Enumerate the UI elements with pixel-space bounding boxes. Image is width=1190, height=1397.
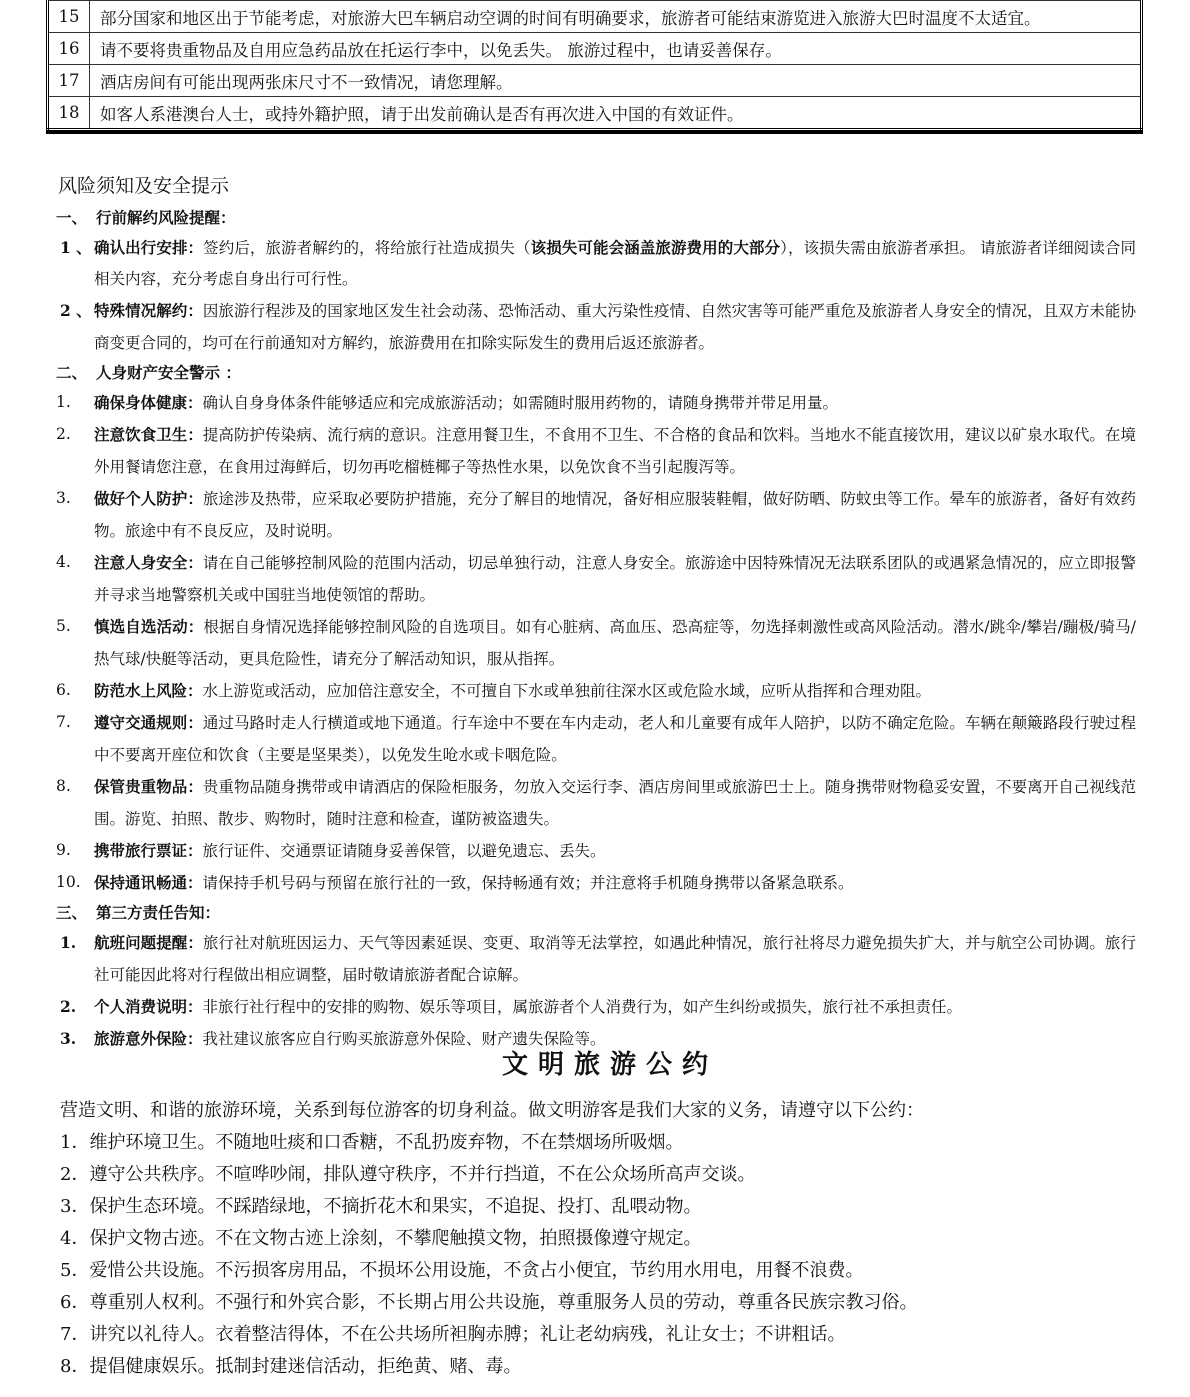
civ-intro: 营造文明、和谐的旅游环境，关系到每位游客的切身利益。做文明游客是我们大家的义务，请遵守以下公约：: [60, 1100, 924, 1121]
item-body: [94, 771, 1136, 835]
item-number: 10.: [56, 873, 81, 891]
item-text: 请保持手机号码与预留在旅行社的一致，保持畅通有效；并注意将手机随身携带以备紧急联系。: [202, 874, 854, 892]
item-label: 注意饮食卫生：: [94, 425, 203, 444]
item-body: [94, 707, 1136, 771]
item-label: 航班问题提醒：: [94, 933, 203, 952]
civilized-travel-section: [60, 1045, 1140, 1383]
row-text: 部分国家和地区出于节能考虑，对旅游大巴车辆启动空调的时间有明确要求，旅游者可能结束游览进入旅游大巴时温度不太适宜。: [90, 1, 1142, 33]
risk-item: [56, 232, 1136, 295]
risk-item: [56, 387, 1136, 419]
item-label: 携带旅行票证：: [94, 841, 203, 860]
risk-section: [56, 172, 1136, 1055]
item-body: [94, 483, 1136, 547]
civ-rule: 2．遵守公共秩序。不喧哗吵闹，排队遵守秩序，不并行挡道，不在公众场所高声交谈。: [60, 1164, 756, 1185]
row-text: 如客人系港澳台人士，或持外籍护照，请于出发前确认是否有再次进入中国的有效证件。: [90, 97, 1142, 130]
item-text: 根据自身情况选择能够控制风险的自选项目。如有心脏病、高血压、恐高症等，勿选择刺激性或高风险活动。潜水/跳伞/攀岩/蹦极/骑马/热气球/快艇等活动，更具危险性，请充分了解活动知识，服从指挥。: [94, 618, 1136, 668]
item-number: 1.: [60, 933, 77, 952]
section-number: 二、: [56, 363, 88, 382]
risk-item: [56, 483, 1136, 547]
item-body: [94, 232, 1136, 295]
item-number: 5.: [56, 617, 71, 635]
item-body: [94, 675, 1136, 707]
item-body: [94, 295, 1136, 359]
item-label: 保持通讯畅通：: [94, 873, 203, 892]
row-number: 15: [48, 1, 90, 33]
item-text: 旅行社对航班因运力、天气等因素延误、变更、取消等无法掌控，如遇此种情况，旅行社将尽力避免损失扩大，并与航空公司协调。旅行社可能因此将对行程做出相应调整，届时敬请旅游者配合谅解。: [94, 934, 1136, 984]
item-label: 慎选自选活动：: [94, 617, 204, 636]
row-text: 请不要将贵重物品及自用应急药品放在托运行李中，以免丢失。 旅游过程中，也请妥善保存。: [90, 33, 1142, 65]
item-text: 旅途涉及热带，应采取必要防护措施，充分了解目的地情况，备好相应服装鞋帽，做好防晒、防蚊虫等工作。晕车的旅游者，备好有效药物。旅途中有不良反应，及时说明。: [94, 490, 1136, 540]
item-body: [94, 835, 1136, 867]
item-number: 9.: [56, 841, 71, 859]
item-label: 特殊情况解约：: [94, 301, 203, 320]
item-body: [94, 927, 1136, 991]
table-row: [48, 1, 1142, 33]
item-label: 遵守交通规则：: [94, 713, 203, 732]
notice-table: [46, 0, 1143, 131]
item-number: 6.: [56, 681, 71, 699]
item-text: 确认自身身体条件能够适应和完成旅游活动；如需随时服用药物的，请随身携带并带足用量。: [202, 394, 839, 412]
risk-item: [56, 867, 1136, 899]
item-body: [94, 867, 1136, 899]
risk-item: [56, 835, 1136, 867]
civ-rule: 3．保护生态环境。不踩踏绿地，不摘折花木和果实，不追捉、投打、乱喂动物。: [60, 1196, 702, 1217]
risk-item: [56, 547, 1136, 611]
risk-item: [56, 771, 1136, 835]
item-number: 4.: [56, 553, 71, 571]
item-number: 1 、: [60, 238, 92, 257]
table-row: [48, 97, 1142, 130]
item-text: 我社建议旅客应自行购买旅游意外保险、财产遗失保险等。: [202, 1030, 606, 1048]
item-number: 1.: [56, 393, 71, 411]
risk-section-heading: [56, 204, 1136, 232]
row-number: 17: [48, 65, 90, 97]
item-text: 贵重物品随身携带或申请酒店的保险柜服务，勿放入交运行李、酒店房间里或旅游巴士上。随身携带财物稳妥安置，不要离开自己视线范围。游览、拍照、散步、购物时，随时注意和检查，谨防被盗遗失。: [94, 778, 1136, 828]
item-number: 3.: [60, 1029, 77, 1048]
item-text: 非旅行社行程中的安排的购物、娱乐等项目，属旅游者个人消费行为，如产生纠纷或损失，旅行社不承担责任。: [202, 998, 963, 1016]
risk-item: [56, 927, 1136, 991]
item-number: 2 、: [60, 301, 92, 320]
civ-rule: 6．尊重别人权利。不强行和外宾合影，不长期占用公共设施，尊重服务人员的劳动，尊重各民族宗教习俗。: [60, 1292, 918, 1313]
item-number: 2.: [56, 425, 71, 443]
section-title: 行前解约风险提醒：: [96, 208, 236, 227]
civ-rule: 8．提倡健康娱乐。抵制封建迷信活动，拒绝黄、赌、毒。: [60, 1356, 522, 1377]
item-body: [94, 419, 1136, 483]
item-label: 保管贵重物品：: [94, 777, 203, 796]
risk-item: [56, 295, 1136, 359]
risk-item: [56, 991, 1136, 1023]
item-text: 因旅游行程涉及的国家地区发生社会动荡、恐怖活动、重大污染性疫情、自然灾害等可能严重危及旅游者人身安全的情况，且双方未能协商变更合同的，均可在行前通知对方解约，旅游费用在扣除实际发生的费用后返还旅游者。: [94, 302, 1136, 352]
table-row: [48, 33, 1142, 65]
item-number: 2.: [60, 997, 77, 1016]
civ-rule: 4．保护文物古迹。不在文物古迹上涂刻，不攀爬触摸文物，拍照摄像遵守规定。: [60, 1228, 702, 1249]
civ-rule: 7．讲究以礼待人。衣着整洁得体，不在公共场所袒胸赤膊；礼让老幼病残，礼让女士；不讲粗话。: [60, 1324, 846, 1345]
item-label: 旅游意外保险：: [94, 1029, 203, 1048]
risk-title: 风险须知及安全提示: [58, 175, 230, 197]
civ-title: 文明旅游公约: [501, 1050, 718, 1080]
section-number: 三、: [56, 903, 88, 922]
section-number: 一、: [56, 208, 88, 227]
row-number: 16: [48, 33, 90, 65]
item-text: 请在自己能够控制风险的范围内活动，切忌单独行动，注意人身安全。旅游途中因特殊情况无法联系团队的或遇紧急情况的，应立即报警并寻求当地警察机关或中国驻当地使领馆的帮助。: [94, 554, 1136, 604]
item-number: 3.: [56, 489, 71, 507]
item-text-tail: ），该损失需由旅游者承担。 请旅游者详细阅读合同相关内容，充分考虑自身出行可行性。: [94, 239, 1136, 288]
item-label: 注意人身安全：: [94, 553, 203, 572]
item-body: [94, 611, 1136, 675]
item-number: 8.: [56, 777, 71, 795]
row-number: 18: [48, 97, 90, 130]
item-body: [94, 991, 1136, 1023]
item-emphasis: 该损失可能会涵盖旅游费用的大部分: [530, 238, 781, 257]
section-title: 第三方责任告知：: [96, 903, 221, 922]
civ-rule: 1．维护环境卫生。不随地吐痰和口香糖，不乱扔废弃物，不在禁烟场所吸烟。: [60, 1132, 684, 1153]
risk-item: [56, 419, 1136, 483]
item-label: 确认出行安排：: [94, 238, 204, 257]
risk-section-heading: [56, 899, 1136, 927]
item-label: 确保身体健康：: [94, 393, 203, 412]
item-label: 防范水上风险：: [94, 681, 203, 700]
item-text: 通过马路时走人行横道或地下通道。行车途中不要在车内走动，老人和儿童要有成年人陪护，以防不确定危险。车辆在颠簸路段行驶过程中不要离开座位和饮食（主要是坚果类），以免发生呛水或卡咽危险。: [94, 714, 1136, 764]
item-body: [94, 547, 1136, 611]
risk-item: [56, 611, 1136, 675]
item-number: 7.: [56, 713, 71, 731]
row-text: 酒店房间有可能出现两张床尺寸不一致情况，请您理解。: [90, 65, 1142, 97]
item-label: 个人消费说明：: [94, 997, 203, 1016]
item-label: 做好个人防护：: [94, 489, 203, 508]
civ-rule: 5．爱惜公共设施。不污损客房用品，不损坏公用设施，不贪占小便宜，节约用水用电，用餐不浪费。: [60, 1260, 864, 1281]
risk-item: [56, 707, 1136, 771]
item-text: 旅行证件、交通票证请随身妥善保管，以避免遗忘、丢失。: [202, 842, 606, 860]
item-text: 签约后，旅游者解约的，将给旅行社造成损失（: [203, 239, 531, 257]
item-text: 提高防护传染病、流行病的意识。注意用餐卫生，不食用不卫生、不合格的食品和饮料。当地水不能直接饮用，建议以矿泉水取代。在境外用餐请您注意，在食用过海鲜后，切勿再吃榴梿椰子等热性水果，以免饮食不当引起腹泻等。: [94, 426, 1136, 476]
item-body: [94, 387, 1136, 419]
risk-section-heading: [56, 359, 1136, 387]
item-text: 水上游览或活动，应加倍注意安全，不可擅自下水或单独前往深水区或危险水域，应听从指挥和合理劝阻。: [202, 682, 932, 700]
risk-item: [56, 675, 1136, 707]
section-title: 人身财产安全警示 ：: [96, 363, 241, 382]
table-row: [48, 65, 1142, 97]
